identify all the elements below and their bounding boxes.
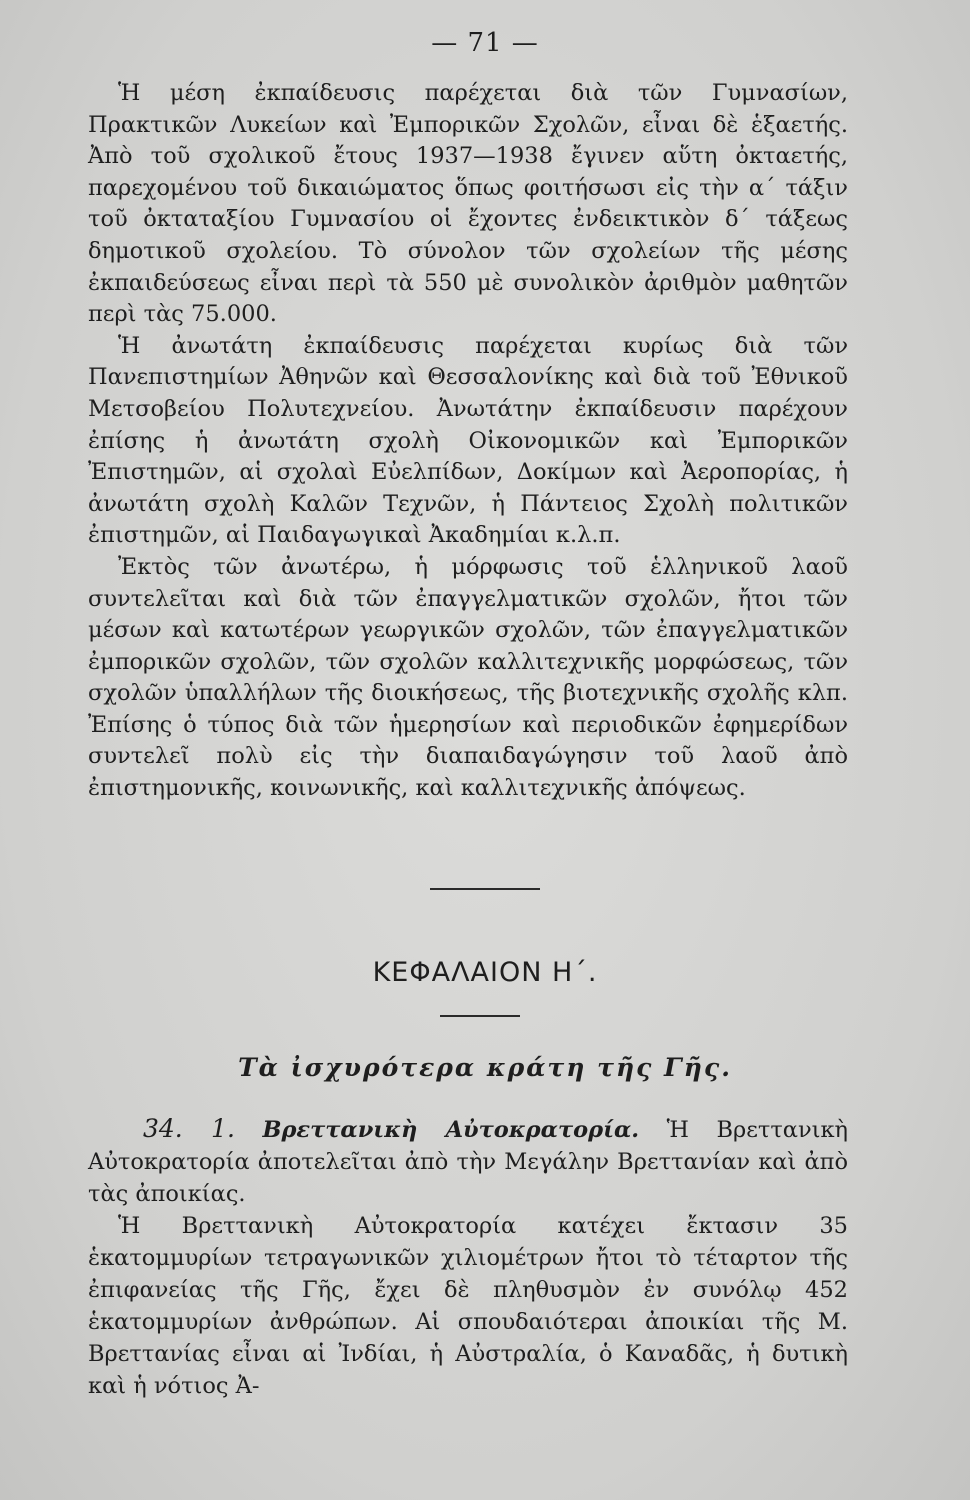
section-heading: Βρεττανικὴ Αὐτοκρατορία. bbox=[262, 1117, 640, 1143]
paragraph-other-education: Ἐκτὸς τῶν ἀνωτέρω, ἡ μόρφωσις τοῦ ἑλληνικοῦ λαοῦ συντελεῖται καὶ διὰ τῶν ἐπαγγελματικῶν σχολῶν, ἤτοι τῶν μέσων καὶ κατωτέρων γεωργικῶν σχολῶν, τῶν ἐπαγγελματικῶν ἐμπορικῶν σχολῶν, τῶν σχολῶν καλλιτεχνικῆς μορφώσεως, τῶν σχολῶν ὑπαλλήλων τῆς διοικήσεως, τῆς βιοτεχνικῆς σχολῆς κλπ. Ἐπίσης ὁ τύπος διὰ τῶν ἡμερησίων καὶ περιοδικῶν ἐφημερίδων συντελεῖ πολὺ εἰς τὴν διαπαιδαγώγησιν τοῦ λαοῦ ἀπὸ ἐπιστημονικῆς, κοινωνικῆς, καὶ καλλιτεχνικῆς ἀπόψεως. bbox=[88, 553, 848, 802]
section-british-empire bbox=[88, 1113, 848, 1402]
section-first-text: Ἡ Βρεττανικὴ Αὐτοκρατορία ἀποτελεῖται ἀπὸ τὴν Μεγάλην Βρεττανίαν καὶ ἀπὸ τὰς ἀποικίας. bbox=[88, 1117, 849, 1207]
divider-rule bbox=[430, 888, 540, 890]
section-first-paragraph bbox=[88, 1113, 848, 1210]
section-second-paragraph: Ἡ Βρεττανικὴ Αὐτοκρατορία κατέχει ἔκτασιν 35 ἑκατομμυρίων τετραγωνικῶν χιλιομέτρων ἤτοι τὸ τέταρτον τῆς ἐπιφανείας τῆς Γῆς, ἔχει δὲ πληθυσμὸν ἐν συνόλῳ 452 ἑκατομμυρίων ἀνθρώπων. Αἱ σπουδαιότεραι ἀποικίαι τῆς Μ. Βρεττανίας εἶναι αἱ Ἰνδίαι, ἡ Αὐστραλία, ὁ Καναδᾶς, ἡ δυτικὴ καὶ ἡ νότιος Ἀ- bbox=[88, 1213, 848, 1399]
paragraph-higher-education: Ἡ ἀνωτάτη ἐκπαίδευσις παρέχεται κυρίως διὰ τῶν Πανεπιστημίων Ἀθηνῶν καὶ Θεσσαλονίκης καὶ διὰ τοῦ Ἐθνικοῦ Μετσοβείου Πολυτεχνείου. Ἀνωτάτην ἐκπαίδευσιν παρέχουν ἐπίσης ἡ ἀνωτάτη σχολὴ Οἰκονομικῶν καὶ Ἐμπορικῶν Ἐπιστημῶν, αἱ σχολαὶ Εὐελπίδων, Δοκίμων καὶ Ἀεροπορίας, ἡ ἀνωτάτη σχολὴ Καλῶν Τεχνῶν, ἡ Πάντειος Σχολὴ πολιτικῶν ἐπιστημῶν, αἱ Παιδαγωγικαὶ Ἀκαδημίαι κ.λ.π. bbox=[88, 332, 848, 549]
body-text bbox=[88, 78, 848, 805]
chapter-rule bbox=[440, 1015, 520, 1017]
chapter-heading: ΚΕΦΑΛΑΙΟΝ Η΄. bbox=[372, 957, 598, 988]
chapter-title: Τὰ ἰσχυρότερα κράτη τῆς Γῆς. bbox=[238, 1053, 732, 1082]
page-number: — 71 — bbox=[431, 28, 539, 58]
paragraph-secondary-education: Ἡ μέση ἐκπαίδευσις παρέχεται διὰ τῶν Γυμνασίων, Πρακτικῶν Λυκείων καὶ Ἐμπορικῶν Σχολῶν, εἶναι δὲ ἑξαετής. Ἀπὸ τοῦ σχολικοῦ ἔτους 1937—1938 ἔγινεν αὕτη ὀκταετής, παρεχομένου τοῦ δικαιώματος ὅπως φοιτήσωσι εἰς τὴν α΄ τάξιν τοῦ ὀκταταξίου Γυμνασίου οἱ ἔχοντες ἐνδεικτικὸν δ΄ τάξεως δημοτικοῦ σχολείου. Τὸ σύνολον τῶν σχολείων τῆς μέσης ἐκπαιδεύσεως εἶναι περὶ τὰ 550 μὲ συνολικὸν ἀριθμὸν μαθητῶν περὶ τὰς 75.000. bbox=[88, 80, 848, 328]
section-number: 34. 1. bbox=[143, 1114, 235, 1143]
